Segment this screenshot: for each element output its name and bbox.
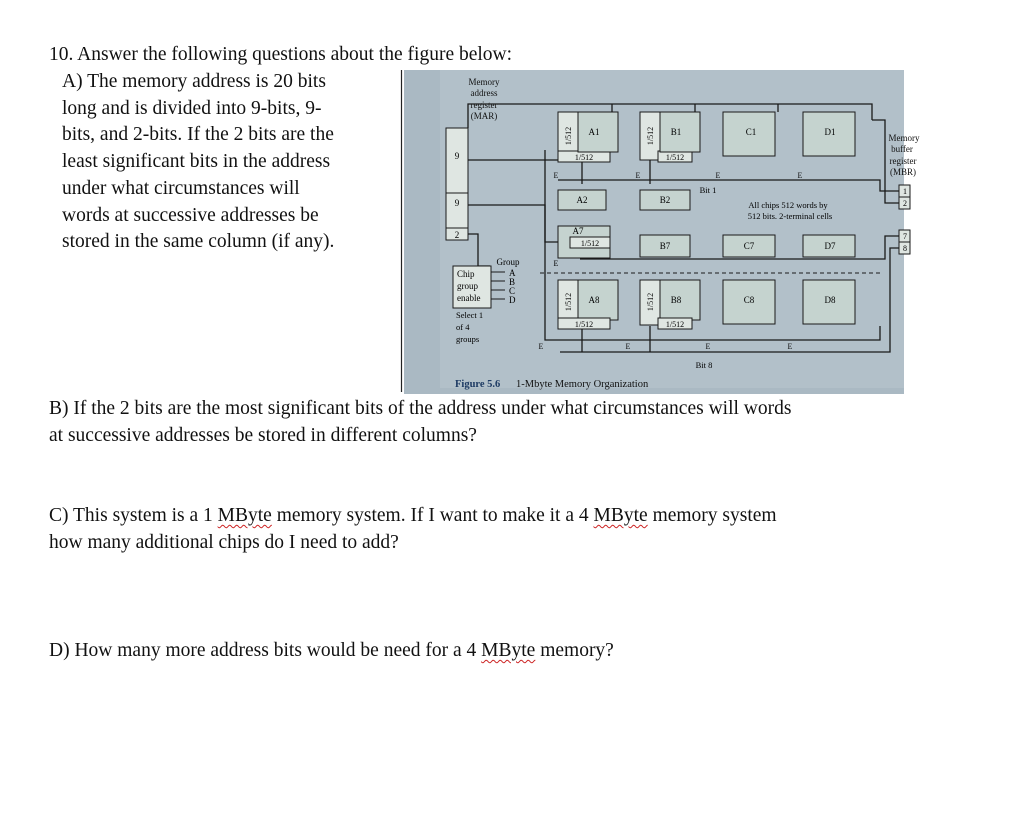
enable-label: E [797, 171, 803, 180]
chip-label: D8 [824, 295, 836, 305]
decoder-label: 1/512 [574, 320, 594, 329]
mar-field-label: 9 [454, 151, 460, 161]
chip-label: C1 [745, 127, 757, 137]
enable-label: E [715, 171, 721, 180]
part-a-line: bits, and 2-bits. If the 2 bits are the [62, 124, 334, 145]
chip-enable-label: enable [457, 293, 481, 303]
mar-label: address [470, 88, 498, 98]
part-c-text: C) This system is a 1 [49, 505, 218, 526]
part-b-line: at successive addresses be stored in different columns? [49, 425, 477, 446]
part-a-line: under what circumstances will [62, 178, 300, 199]
mar-label: (MAR) [470, 111, 498, 121]
mar-label: register [470, 100, 498, 110]
chip-label: B7 [659, 241, 671, 251]
decoder-label: 1/512 [564, 292, 573, 312]
part-d-text: D) How many more address bits would be need for a 4 [49, 640, 482, 661]
decoder-label: 1/512 [574, 153, 594, 162]
enable-label: E [553, 171, 559, 180]
mar-field-label: 9 [454, 198, 460, 208]
chip-note: All chips 512 words by [748, 200, 828, 210]
chip-label: C8 [743, 295, 755, 305]
part-a-line: least significant bits in the address [62, 151, 331, 172]
chip-label: A8 [588, 295, 600, 305]
chip-label: A2 [576, 195, 588, 205]
mar-field-label: 2 [454, 230, 460, 240]
mbr-bit-label: 1 [903, 187, 907, 196]
bit-1-label: Bit 1 [699, 185, 717, 195]
decoder-label: 1/512 [580, 239, 600, 248]
mbr-label: register [889, 156, 917, 166]
part-a-line: A) The memory address is 20 bits [62, 71, 326, 92]
chip-note: 512 bits. 2-terminal cells [747, 211, 833, 221]
part-b-line: B) If the 2 bits are the most significant bits of the address under what circumstances will words [49, 398, 792, 419]
mbr-label: (MBR) [889, 167, 917, 177]
chip-label: D1 [824, 127, 836, 137]
part-a-line: long and is divided into 9-bits, 9- [62, 98, 322, 119]
enable-label: E [635, 171, 641, 180]
enable-label: E [705, 342, 711, 351]
mbr-bit-label: 8 [903, 244, 907, 253]
part-a-line: stored in the same column (if any). [62, 231, 335, 252]
chip-label: B1 [670, 127, 682, 137]
part-a-line: words at successive addresses be [62, 205, 319, 226]
decoder-label: 1/512 [665, 320, 685, 329]
chip-label: C7 [743, 241, 755, 251]
part-c-line: how many additional chips do I need to add? [49, 532, 399, 553]
select-label: Select 1 [456, 310, 484, 320]
decoder-label: 1/512 [646, 126, 655, 146]
spellcheck-word: MByte [481, 640, 536, 661]
figure-caption: 1-Mbyte Memory Organization [516, 379, 649, 390]
mbr-bit-label: 7 [903, 232, 907, 241]
decoder-label: 1/512 [646, 292, 655, 312]
chip-enable-label: group [457, 281, 478, 291]
enable-label: E [625, 342, 631, 351]
mbr-bit-label: 2 [903, 199, 907, 208]
group-letter: B [509, 277, 516, 287]
decoder-label: 1/512 [564, 126, 573, 146]
bit-8-label: Bit 8 [695, 360, 713, 370]
chip-label: B8 [670, 295, 682, 305]
select-label: groups [456, 334, 480, 344]
group-letter: D [509, 295, 516, 305]
part-c-text: memory system. If I want to make it a 4 [271, 505, 594, 526]
mbr-label: Memory [888, 133, 920, 143]
chip-enable-label: Chip [457, 269, 475, 279]
decoder-label: 1/512 [665, 153, 685, 162]
chip-label: B2 [659, 195, 671, 205]
mar-register [446, 128, 468, 240]
enable-label: E [538, 342, 544, 351]
enable-label: E [787, 342, 793, 351]
chip-label: D7 [824, 241, 836, 251]
spellcheck-word: MByte [593, 505, 648, 526]
mar-label: Memory [468, 77, 500, 87]
part-d-text: memory? [535, 640, 614, 661]
spellcheck-word: MByte [217, 505, 272, 526]
group-letter: A [509, 268, 516, 278]
chip-label: A1 [588, 127, 600, 137]
select-label: of 4 [456, 322, 470, 332]
part-c-text: memory system [647, 505, 777, 526]
group-letter: C [509, 286, 516, 296]
enable-label: E [553, 259, 559, 268]
group-label: Group [496, 257, 520, 267]
chip-label: A7 [572, 226, 584, 236]
figure-number: Figure 5.6 [455, 379, 501, 390]
mbr-label: buffer [891, 144, 913, 154]
question-title: 10. Answer the following questions about the figure below: [49, 44, 513, 65]
